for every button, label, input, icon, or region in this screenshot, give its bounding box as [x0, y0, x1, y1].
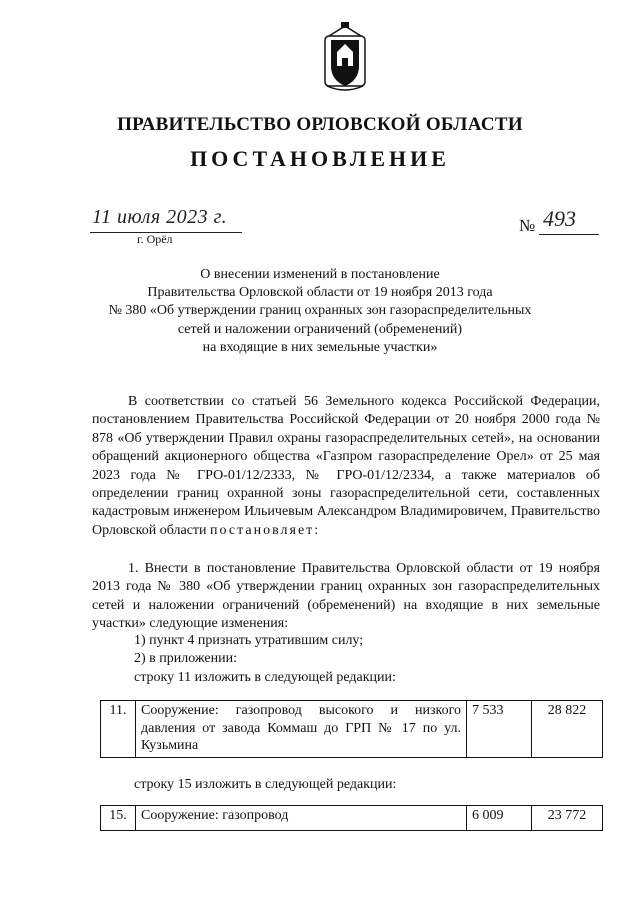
document-date: 11 июля 2023 г.: [92, 206, 228, 228]
document-type-title: ПОСТАНОВЛЕНИЕ: [190, 146, 450, 171]
preamble-text: В соответствии со статьей 56 Земельного кодекса Российской Федерации, постановлением Правительства Российской Федерации от 20 ноября 2000 года № 878 «Об утверждении Правил охраны газораспределительных сетей», на основании обращений акционерного общества «Газпром газораспределение Орел» от 25 мая 2023 года № ГРО-01/12/2333, № ГРО-01/12/2334, а также материалов об определении границ охранной зоны газораспределительной сети, составленных кадастровым инженером Ильичевым Александром Владимировичем, Правительство Орловской области: [92, 394, 600, 538]
organization-title: ПРАВИТЕЛЬСТВО ОРЛОВСКОЙ ОБЛАСТИ: [117, 114, 523, 135]
row-11-intro: строку 11 изложить в следующей редакции:: [134, 670, 396, 685]
table-row: [101, 701, 603, 758]
table-row: [101, 806, 603, 831]
document-subject: [90, 266, 550, 357]
number-underline: [539, 234, 599, 235]
number-sign: №: [519, 216, 536, 235]
subject-line: Правительства Орловской области от 19 ноября 2013 года: [147, 285, 493, 301]
document-city: г. Орёл: [137, 232, 173, 246]
preamble-paragraph: [92, 393, 600, 540]
row-15-intro: строку 15 изложить в следующей редакции:: [134, 777, 397, 792]
sub-item-2: 2) в приложении:: [134, 651, 237, 666]
value2-cell: 23 772: [532, 806, 603, 831]
row-number-cell: 11.: [101, 701, 136, 758]
description-cell: Сооружение: газопровод: [136, 806, 467, 831]
subject-line: сетей и наложении ограничений (обременений): [177, 321, 463, 337]
document-number: 493: [543, 206, 576, 231]
subject-line: № 380 «Об утверждении границ охранных зон газораспределительных: [108, 303, 532, 319]
sub-item-1: 1) пункт 4 признать утратившим силу;: [134, 633, 364, 648]
value1-cell: 7 533: [467, 701, 532, 758]
subject-line: О внесении изменений в постановление: [200, 267, 440, 282]
value2-cell: 28 822: [532, 701, 603, 758]
coat-of-arms-emblem: [323, 22, 367, 94]
value1-cell: 6 009: [467, 806, 532, 831]
resolves-word: постановляет:: [210, 522, 321, 538]
subject-line: на входящие в них земельные участки»: [202, 339, 438, 355]
clause-1-paragraph: 1. Внести в постановление Правительства Орловской области от 19 ноября 2013 года № 380 «Об утверждении границ охранных зон газораспределительных сетей и наложении ограничений (обременений) на входящие в них земельные участки» следующие изменения:: [92, 561, 600, 632]
table-row-11: [100, 700, 603, 758]
row-number-cell: 15.: [101, 806, 136, 831]
table-row-15: [100, 805, 603, 831]
description-cell: Сооружение: газопровод высокого и низкого давления от завода Коммаш до ГРП № 17 по ул. Кузьмина: [136, 701, 467, 758]
